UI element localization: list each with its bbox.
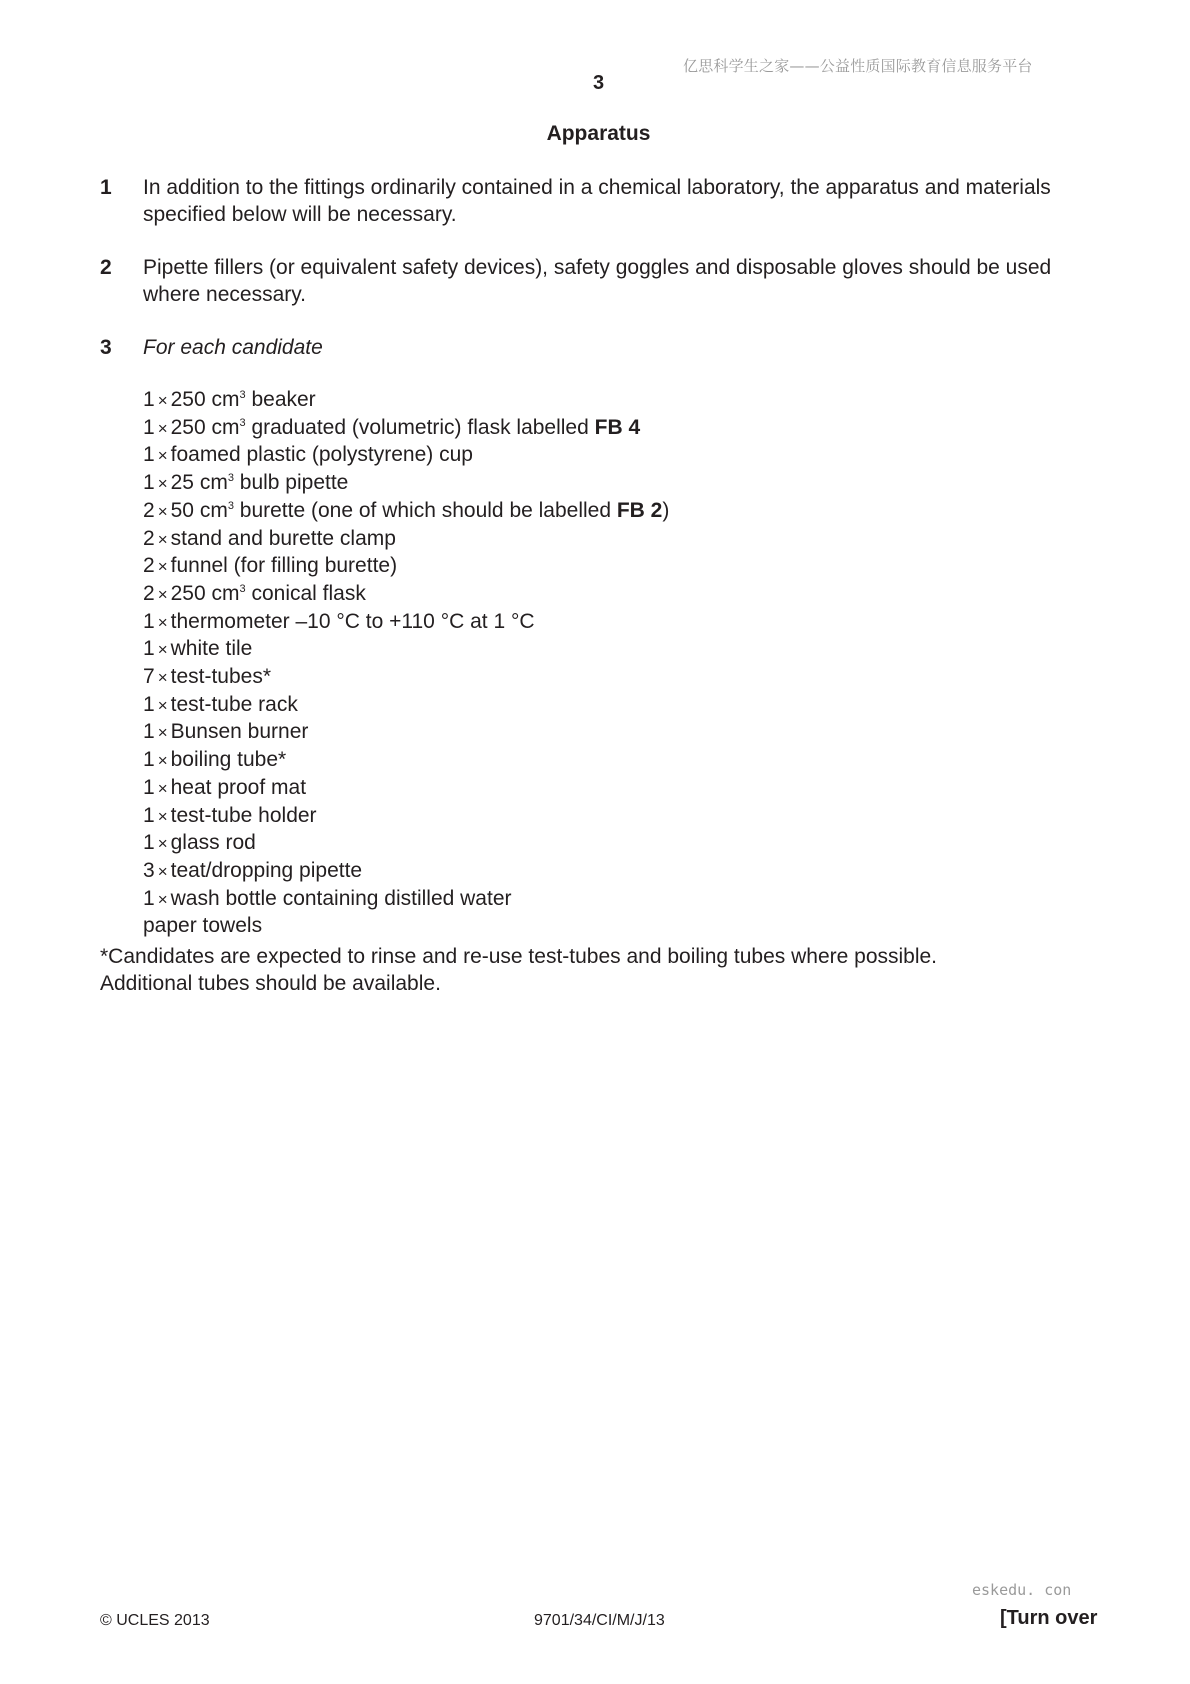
unit-superscript: 3	[239, 582, 246, 595]
instruction-number: 3	[100, 336, 112, 359]
section-heading: Apparatus	[546, 122, 651, 145]
instruction-text: Pipette fillers (or equivalent safety devices), safety goggles and disposable gloves should be used where necessary.	[143, 256, 1052, 306]
times-symbol: ×	[157, 612, 168, 632]
item-label-code: FB 4	[594, 415, 641, 439]
times-symbol: ×	[157, 695, 168, 715]
apparatus-list	[143, 387, 669, 940]
apparatus-item	[143, 636, 669, 664]
times-symbol: ×	[157, 778, 168, 798]
unit-superscript: 3	[227, 499, 234, 512]
item-description: 50 cm	[170, 498, 228, 522]
apparatus-item	[143, 415, 669, 443]
unit-superscript: 3	[239, 389, 246, 401]
item-quantity: 1	[143, 720, 155, 744]
item-quantity: 1	[143, 415, 155, 439]
instruction-3	[100, 334, 1100, 361]
apparatus-item-last: paper towels	[143, 914, 263, 938]
unit-superscript: 3	[227, 472, 234, 485]
times-symbol: ×	[157, 751, 168, 771]
item-quantity: 2	[143, 581, 155, 605]
apparatus-item	[143, 664, 669, 692]
apparatus-item	[143, 747, 669, 775]
footnote-line: *Candidates are expected to rinse and re-use test-tubes and boiling tubes where possible.	[100, 945, 938, 968]
item-description: glass rod	[170, 831, 256, 855]
item-description: test-tubes*	[170, 665, 272, 689]
instruction-number: 1	[100, 176, 112, 199]
instruction-1	[100, 174, 1100, 228]
page-number: 3	[592, 72, 605, 94]
item-description: wash bottle containing distilled water	[170, 886, 512, 910]
times-symbol: ×	[157, 391, 168, 410]
item-description: thermometer –10 °C to +110 °C at 1 °C	[170, 609, 535, 633]
item-quantity: 1	[143, 803, 155, 827]
times-symbol: ×	[157, 557, 168, 577]
unit-superscript: 3	[239, 416, 246, 429]
times-symbol: ×	[157, 446, 168, 466]
times-symbol: ×	[157, 806, 168, 826]
apparatus-item	[143, 609, 669, 637]
apparatus-item	[143, 470, 669, 498]
watermark-top: 亿思科学生之家——公益性质国际教育信息服务平台	[683, 57, 1033, 75]
times-symbol: ×	[157, 668, 168, 688]
instruction-2	[100, 254, 1100, 308]
item-description: test-tube holder	[170, 803, 317, 827]
item-description: teat/dropping pipette	[170, 858, 363, 882]
item-description: Bunsen burner	[170, 720, 309, 744]
item-quantity: 1	[143, 609, 155, 633]
item-description-rest: beaker	[245, 388, 316, 411]
item-description: white tile	[170, 637, 253, 661]
item-description: 25 cm	[170, 471, 228, 495]
times-symbol: ×	[157, 889, 168, 909]
apparatus-item	[143, 442, 669, 470]
item-description: test-tube rack	[170, 692, 298, 716]
footer-copyright: © UCLES 2013	[100, 1612, 210, 1629]
item-description: 250 cm	[170, 581, 240, 605]
item-description: heat proof mat	[170, 775, 307, 799]
item-description: funnel (for filling burette)	[170, 554, 398, 578]
item-description: 250 cm	[170, 415, 240, 439]
apparatus-item	[143, 387, 669, 415]
times-symbol: ×	[157, 529, 168, 549]
item-description: 250 cm	[170, 388, 240, 411]
apparatus-item	[143, 526, 669, 554]
item-quantity: 1	[143, 831, 155, 855]
apparatus-item	[143, 553, 669, 581]
item-quantity: 1	[143, 471, 155, 495]
watermark-bottom: eskedu. con	[972, 1581, 1072, 1599]
instruction-text: In addition to the fittings ordinarily contained in a chemical laboratory, the apparatus and materials specified below will be necessary.	[143, 176, 1051, 226]
item-description: foamed plastic (polystyrene) cup	[170, 443, 473, 467]
item-quantity: 1	[143, 443, 155, 467]
apparatus-item	[143, 858, 669, 886]
instruction-number: 2	[100, 256, 112, 279]
item-quantity: 1	[143, 886, 155, 910]
item-quantity: 1	[143, 692, 155, 716]
times-symbol: ×	[157, 474, 168, 494]
apparatus-item	[143, 830, 669, 858]
footnote	[100, 943, 937, 997]
apparatus-item	[143, 498, 669, 526]
item-quantity: 1	[143, 775, 155, 799]
item-description-rest: graduated (volumetric) flask labelled	[245, 415, 595, 439]
item-label-code: FB 2	[616, 498, 663, 522]
apparatus-item	[143, 803, 669, 831]
times-symbol: ×	[157, 418, 168, 438]
instruction-text: For each candidate	[143, 336, 323, 359]
times-symbol: ×	[157, 861, 168, 881]
item-description-rest: conical flask	[245, 581, 366, 605]
apparatus-item	[143, 719, 669, 747]
footer-paper-code: 9701/34/CI/M/J/13	[534, 1612, 665, 1629]
item-description-rest: burette (one of which should be labelled	[233, 498, 617, 522]
item-description-rest: bulb pipette	[233, 471, 349, 495]
item-tail: )	[662, 498, 670, 522]
times-symbol: ×	[157, 501, 168, 521]
footer-turn-over: [Turn over	[1000, 1607, 1098, 1629]
item-quantity: 2	[143, 554, 155, 578]
item-quantity: 2	[143, 498, 155, 522]
apparatus-item	[143, 692, 669, 720]
item-quantity: 3	[143, 858, 155, 882]
item-description: boiling tube*	[170, 748, 287, 772]
times-symbol: ×	[157, 640, 168, 660]
times-symbol: ×	[157, 834, 168, 854]
item-quantity: 2	[143, 526, 155, 550]
item-quantity: 1	[143, 388, 155, 411]
item-quantity: 1	[143, 748, 155, 772]
item-description: stand and burette clamp	[170, 526, 396, 550]
times-symbol: ×	[157, 584, 168, 604]
apparatus-item	[143, 581, 669, 609]
item-quantity: 7	[143, 665, 155, 689]
apparatus-item	[143, 775, 669, 803]
item-quantity: 1	[143, 637, 155, 661]
footnote-line: Additional tubes should be available.	[100, 972, 441, 995]
times-symbol: ×	[157, 723, 168, 743]
apparatus-item	[143, 886, 669, 914]
